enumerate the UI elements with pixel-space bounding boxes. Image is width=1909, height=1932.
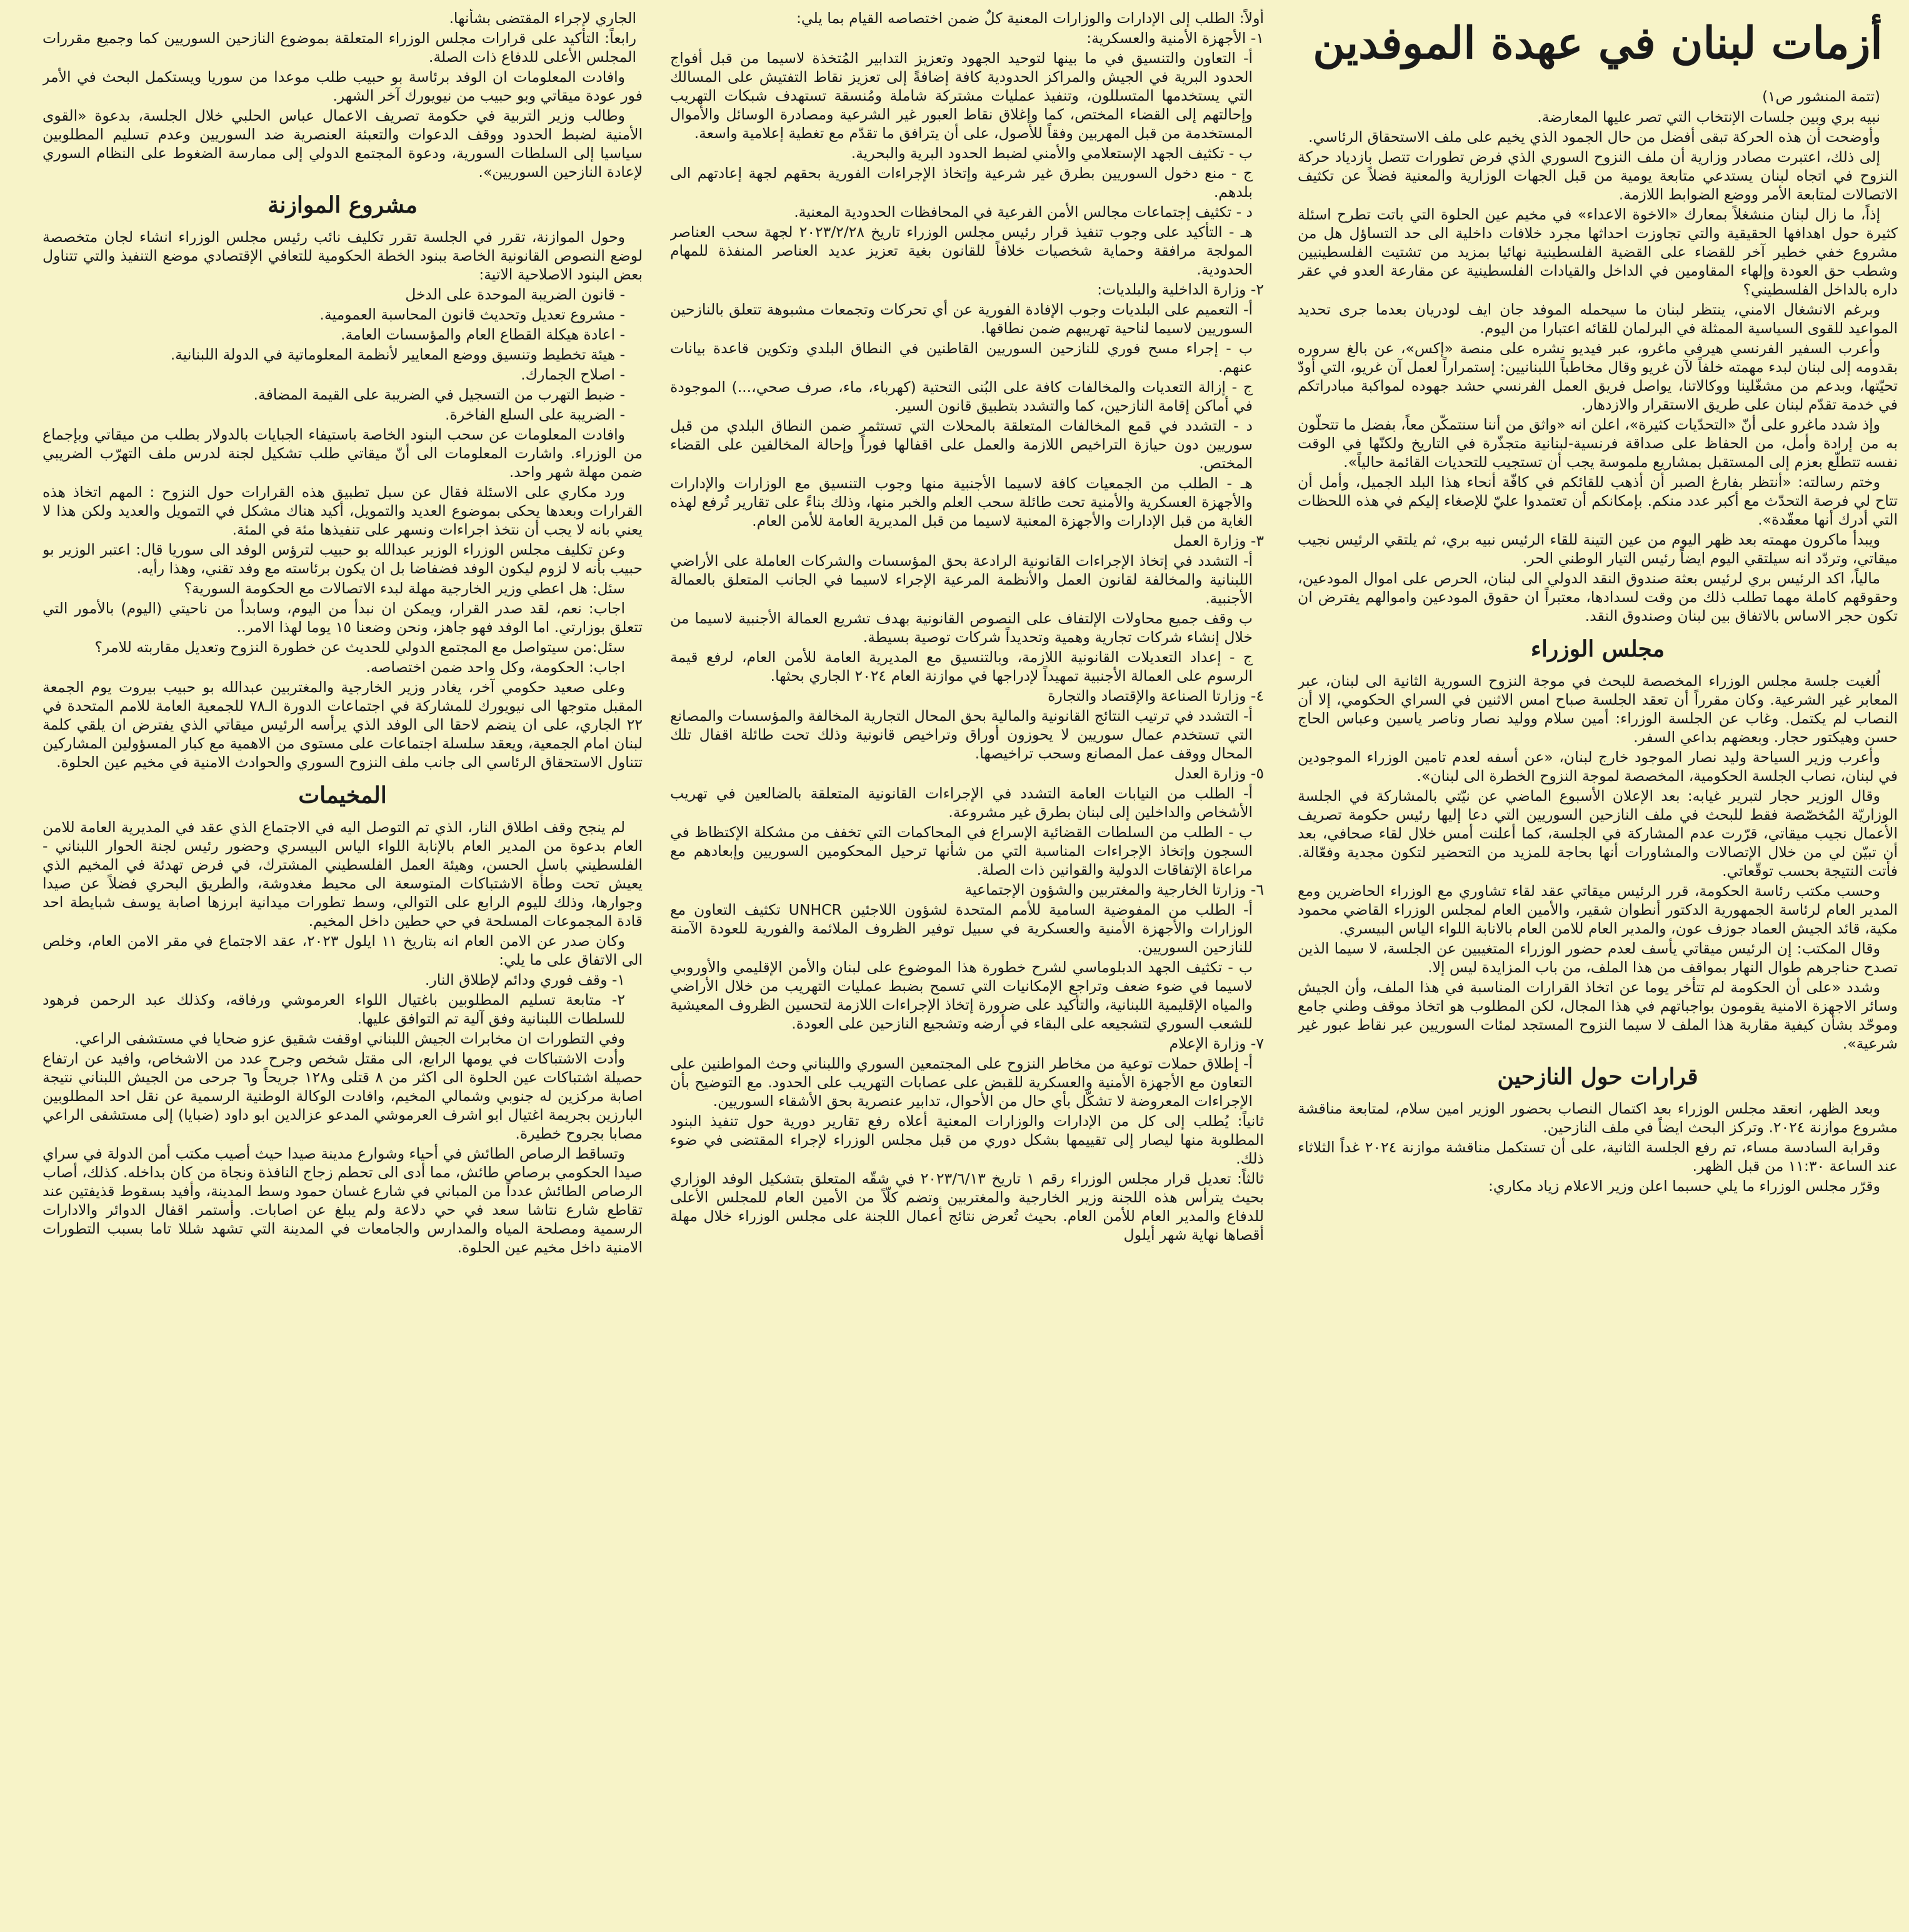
paragraph: د - تكثيف إجتماعات مجالس الأمن الفرعية في المحافظات الحدودية المعنية. [794, 203, 1253, 221]
paragraph: وتساقط الرصاص الطائش في أحياء وشوارع مدينة صيدا حيث أصيب مكتب أمن الدولة في سراي صيدا الحكومي برصاص طائش، مما أدى الى تحطم زجاج النافذة ونجاة من كان بداخله. كذلك، أصاب الرصاص الطائش عدداً من المباني في شارع غسان حمود وسط المدينة، وأفيد بسقوط قذيفتين عند تقاطع شارع نتاشا سعد في حي دلاعة ولم يبلغ عن اصابات. وأستمر اقفال الدوائر والادارات الرسمية ومصلحة المياه والمدارس والجامعات في المدينة التي تشهد شللا تاما بسبب التطورات الامنية داخل مخيم عين الحلوة. [43, 1145, 643, 1256]
paragraph: الجاري لإجراء المقتضى بشأنها. [449, 9, 636, 27]
paragraph: اُلغيت جلسة مجلس الوزراء المخصصة للبحث في موجة النزوح السورية الثانية الى لبنان، عبر المعابر غير الشرعية. وكان مقرراً أن تعقد الجلسة صباح امس الاثنين في السراي الحكومي، إلا أن النصاب لم يكتمل. وغاب عن الجلسة الوزراء: أمين سلام ووليد نصار وناصر ياسين وعباس الحاج حسن وهيكتور حجار. وبعضهم بداعي السفر. [1298, 672, 1898, 746]
paragraph: أ- التعميم على البلديات وجوب الإفادة الفورية عن أي تحركات وتجمعات مشبوهة تتعلق بالنازحين السوريين لاسيما لناحية تهريبهم ضمن نطاقها. [670, 301, 1253, 337]
paragraph: وحسب مكتب رئاسة الحكومة، قرر الرئيس ميقاتي عقد لقاء تشاوري مع الوزراء الحاضرين ومع المدير العام لرئاسة الجمهورية الدكتور أنطوان شقير، والأمين العام لمجلس الوزراء القاضي محمود مكية، قائد الجيش العماد جوزف عون، والمدير العام للامن العام بالانابة اللواء الياس البيسري. [1298, 882, 1898, 937]
column-right [1298, 9, 1898, 1922]
paragraph: أ- التشدد في ترتيب النتائج القانونية والمالية بحق المحال التجارية المخالفة والمؤسسات والمصانع التي تستخدم عمال سوريين لا يحوزون أوراق وتراخيص قانونية وذلك تحت طائلة اقفال تلك المحال ووقف عمل المصانع وسحب تراخيصها. [670, 707, 1253, 762]
paragraph: وطالب وزير التربية في حكومة تصريف الاعمال عباس الحلبي خلال الجلسة، بدعوة «القوى الأمنية لضبط الحدود ووقف الدعوات والتعبئة العنصرية ضد السوريين وعدم تسليم المطلوبين سياسيا إلى السلطات السورية، ودعوة المجتمع الدولي إلى ممارسة الضغوط على النظام السوري لإعادة النازحين السوريين». [43, 107, 643, 181]
paragraph: وقرّر مجلس الوزراء ما يلي حسبما اعلن وزير الاعلام زياد مكاري: [1488, 1177, 1880, 1195]
paragraph: وقال المكتب: إن الرئيس ميقاتي يأسف لعدم حضور الوزراء المتغيبين عن الجلسة، لا سيما الذين تصدح حناجرهم طوال النهار بمواقف من هذا الملف، من باب المزايدة ليس إلا. [1298, 940, 1898, 976]
paragraph: وأدت الاشتباكات في يومها الرابع، الى مقتل شخص وجرح عدد من الاشخاص، وافيد عن ارتفاع حصيلة اشتباكات عين الحلوة الى اكثر من ٨ قتلى و١٢٨ جريحاً و٦ جرحى من الجيش اللبناني نتيجة اصابة مركزين له جنوبي وشمالي المخيم، وافادت الوكالة الوطنية الرسمية عن نقل احد المطلوبين البارزين بجريمة اغتيال ابو اشرف العرموشي المدعو عزالدين ابو داود (ضبايا) إلى مستشفى الراعي مصابا بجروح خطيرة. [43, 1050, 643, 1142]
paragraph: ٢- متابعة تسليم المطلوبين باغتيال اللواء العرموشي ورفاقه، وكذلك عبد الرحمن فرهود للسلطات اللبنانية وفق آلية تم التوافق عليها. [43, 991, 625, 1027]
left-top-body [43, 9, 643, 181]
paragraph: وافادت المعلومات ان الوفد برئاسة بو حبيب طلب موعدا من سوريا ويستكمل البحث في الأمر فور عودة ميقاتي وبو حبيب من نيويورك آخر الشهر. [43, 68, 643, 104]
paragraph: وأعرب السفير الفرنسي هيرفي ماغرو، عبر فيديو نشره على منصة «إكس»، عن بالغ سروره بقدومه إلى لبنان لبدء مهمته خلفاً لآن غريو وقال مخاطباً اللبنانيين: إستمراراً لعمل آن غريو، التي أودّ تحيّتها، وبدعم من مشغّلينا ووكالاتنا، يواصل فريق العمل الفرنسي حشد جهوده لمواكبة مبادراتكم في خدمة تقدّم لبنان على طريق الاستقرار والازدهار. [1298, 340, 1898, 413]
paragraph: رابعاً: التأكيد على قرارات مجلس الوزراء المتعلقة بموضوع النازحين السوريين كما وجميع مقررات المجلس الأعلى للدفاع ذات الصلة. [43, 29, 636, 66]
paragraph: أ- إطلاق حملات توعية من مخاطر النزوح على المجتمعين السوري واللبناني وحث المواطنين على التعاون مع الأجهزة الأمنية والعسكرية للقبض على عصابات التهريب على الحدود. مع التوضيح بأن الإجراءات المعروضة لا تشكّل بأي حال من الأحوال، تدابير عنصرية بحق الأشقاء السوريين. [670, 1055, 1253, 1110]
paragraph: وأعرب وزير السياحة وليد نصار الموجود خارج لبنان، «عن أسفه لعدم تامين الوزراء الموجودين في لبنان، نصاب الجلسة الحكومية، المخصصة لموجة النزوح الخطرة الى لبنان». [1298, 748, 1898, 785]
column-left [43, 9, 643, 1922]
paragraph: أولاً: الطلب إلى الإدارات والوزارات المعنية كلٌ ضمن اختصاصه القيام بما يلي: [796, 9, 1264, 27]
paragraph: وقال الوزير حجار لتبرير غيابه: بعد الإعلان الأسبوع الماضي عن نيّتي بالمشاركة في الجلسة الوزاريّة المُخصّصة فقط للبحث في ملف النازحين السوريين التي دعا إليها رئيس حكومة تصريف الأعمال نجيب ميقاتي، قرّرت عدم المشاركة في الجلسة، كما أعلنت أمس خلال لقاء صحافي، بعد أن تبيّن لي من خلال الإتصالات والمشاورات أنها بحاجة للمزيد من التحضير لتكون مجدية وفعّالة. فأتت النتيجة بحسب توقّعاتي. [1298, 787, 1898, 880]
paragraph: - مشروع تعديل وتحديث قانون المحاسبة العمومية. [319, 306, 625, 323]
paragraph: هـ - الطلب من الجمعيات كافة لاسيما الأجنبية منها وجوب التنسيق مع الوزارات والإدارات والأجهزة العسكرية والأمنية تحت طائلة سحب العلم والخبر منها، وذلك بناءً على تقارير تُرفع لهذه الغاية من قبل الإدارات والأجهزة المعنية لاسيما من قبل المديرية العامة للأمن العام. [670, 475, 1253, 530]
paragraph: وبعد الظهر، انعقد مجلس الوزراء بعد اكتمال النصاب بحضور الوزير امين سلام، لمتابعة مناقشة مشروع موازنة ٢٠٢٤. وتركز البحث ايضاً في ملف النازحين. [1298, 1100, 1898, 1136]
paragraph: ٣- وزارة العمل [1173, 532, 1264, 550]
paragraph: وشدد «على أن الحكومة لم تتأخر يوما عن اتخاذ القرارات المناسبة في هذا الملف، وأن الجيش وسائر الاجهزة الامنية يقومون بواجباتهم في هذا المجال، لكن المطلوب هو اتخاذ موقف وطني جامع وموحّد بشأن كيفية مقاربة هذا الملف لا سيما النزوح المستجد لمئات السوريين عبر نقاط عبور غير شرعية». [1298, 979, 1898, 1052]
paragraph: ٢- وزارة الداخلية والبلديات: [1097, 281, 1264, 298]
paragraph: ج - إعداد التعديلات القانونية اللازمة، وبالتنسيق مع المديرية العامة للأمن العام، لرفع قيمة الرسوم على العمالة الأجنبية تمهيداً لإدراجها في موازنة العام ٢٠٢٤ الجاري بحثها. [670, 648, 1253, 685]
paragraph: ٦- وزارتا الخارجية والمغتربين والشؤون الإجتماعية [965, 881, 1264, 898]
paragraph: ب - إجراء مسح فوري للنازحين السوريين القاطنين في النطاق البلدي وتكوين قاعدة بيانات عنهم. [670, 340, 1253, 376]
continued-note: (تتمة المنشور ص١) [1762, 89, 1880, 105]
paragraph: وعلى صعيد حكومي آخر، يغادر وزير الخارجية والمغتربين عبدالله بو حبيب بيروت يوم الجمعة المقبل متوجها الى نيويورك للمشاركة في اجتماعات الدورة الـ٧٨ للجمعية العامة للامم المتحدة في ٢٢ الجاري، على ان ينضم لاحقا الى الوفد الذي يرأسه الرئيس ميقاتي الذي يفترض ان يلقي كلمة لبنان امام الجمعية، ويعقد سلسلة اجتماعات على مستوى من الاهمية مع كبار المسؤولين المشاركين تتناول الاستحقاق الرئاسي الى جانب ملف النزوح السوري والحوادث الامنية في مخيم عين الحلوة. [43, 678, 643, 771]
headline: أزمات لبنان في عهدة الموفدين [1313, 17, 1883, 69]
paragraph: وقرابة السادسة مساء، تم رفع الجلسة الثانية، على أن تستكمل مناقشة موازنة ٢٠٢٤ غداً الثلاثاء عند الساعة ١١:٣٠ من قبل الظهر. [1298, 1139, 1898, 1175]
paragraph: ويبدأ ماكرون مهمته بعد ظهر اليوم من عين التينة للقاء الرئيس نبيه بري، ثم يلتقي الرئيس نجيب ميقاتي، وتردّد انه سيلتقي اليوم ايضاً رئيس التيار الوطني الحر. [1298, 531, 1898, 567]
section-title-cabinet: مجلس الوزراء [1530, 636, 1665, 662]
paragraph: ج - إزالة التعديات والمخالفات كافة على البُنى التحتية (كهرباء، ماء، صرف صحي،...) الموجودة في أماكن إقامة النازحين، كما والتشدد بتطبيق قانون السير. [670, 378, 1253, 415]
intro-body [1298, 108, 1898, 625]
paragraph: - هيئة تخطيط وتنسيق ووضع المعايير لأنظمة المعلوماتية في الدولة اللبنانية. [170, 346, 625, 363]
paragraph: وعن تكليف مجلس الوزراء الوزير عبدالله بو حبيب لترؤس الوفد الى سوريا قال: اعتبر الوزير بو حبيب بأنه لا لزوم ليكون الوفد فضفاضا بل ان يكون برئاسته مع وفد تقني، وهذا رأيه. [43, 541, 643, 577]
paragraph: ٧- وزارة الإعلام [1169, 1035, 1264, 1052]
paragraph: وكان صدر عن الامن العام انه بتاريخ ١١ ايلول ٢٠٢٣، عقد الاجتماع في مقر الامن العام، وخلص الى الاتفاق على ما يلي: [43, 932, 643, 969]
paragraph: وأوضحت أن هذه الحركة تبقى أفضل من حال الجمود الذي يخيم على ملف الاستحقاق الرئاسي. [1308, 128, 1880, 146]
paragraph: - الضريبة على السلع الفاخرة. [445, 406, 625, 423]
paragraph: أ- الطلب من المفوضية السامية للأمم المتحدة لشؤون اللاجئين UNHCR تكثيف التعاون مع الوزارات والأجهزة الأمنية والعسكرية في سبيل توفير الظروف الملائمة والفورية للعودة الآمنة للنازحين السوريين. [670, 901, 1253, 956]
section-title-budget: مشروع الموازنة [268, 192, 418, 218]
paragraph: ورد مكاري على الاسئلة فقال عن سبل تطبيق هذه القرارات حول النزوح : المهم اتخاذ هذه القرارات وبعدها يحكى بموضوع العديد والتمويل، أكيد هناك مشكل في التمويل والعديد ولكن هذا لا يعني بانه لا يجب أن نتخذ اجراءات ونسهر على تنفيذها مئة في المئة. [43, 483, 643, 538]
paragraph: وافادت المعلومات عن سحب البنود الخاصة باستيفاء الجبايات بالدولار بطلب من ميقاتي وبإجماع من الوزراء. واشارت المعلومات الى أنّ ميقاتي طلب تشكيل لجنة لدرس ملف التهرّب الضريبي ضمن مهلة شهر واحد. [43, 426, 643, 481]
paragraph: وإذ شدد ماغرو على أنّ «التحدّيات كثيرة»، اعلن انه «واثق من أننا سنتمكّن معاً، بفضل ما تتحلّون به من إرادة وأمل، من الحفاظ على صداقة فرنسية-لبنانية متجذّرة في التاريخ ولكنّها في الوقت نفسه تتطلّع بعزم إلى المستقبل بمشاريع ملموسة يجب أن تستجيب للتحديات القائمة حالياً». [1298, 416, 1898, 471]
paragraph: ٤- وزارتا الصناعة والإقتصاد والتجارة [1048, 687, 1264, 705]
paragraph: ب وقف جميع محاولات الإلتفاف على النصوص القانونية بهدف تشريع العمالة الأجنبية لاسيما من خلال إنشاء شركات تجارية وهمية وتحديداً شركات توصية بسيطة. [670, 610, 1253, 646]
section-title-refugee-decisions: قرارات حول النازحين [1497, 1064, 1698, 1090]
paragraph: ب - تكثيف الجهد الدبلوماسي لشرح خطورة هذا الموضوع على لبنان والأمن الإقليمي والأوروبي لاسيما في ضوء ضعف وتراجع الإمكانيات التي تسمح بضبط عمليات التهريب من خلال الأراضي والمياه الإقليمية اللبنانية، والتأكيد على ضرورة إتخاذ الإجراءات اللازمة لتحسين الظروف المعيشية للشعب السوري لتشجيعه على البقاء في أرضه وتشجيع النازحين على العودة. [670, 958, 1253, 1032]
paragraph: ١- الأجهزة الأمنية والعسكرية: [1086, 29, 1264, 47]
paragraph: - اصلاح الجمارك. [521, 366, 625, 383]
article-columns [11, 9, 1898, 1926]
paragraph: د - التشدد في قمع المخالفات المتعلقة بالمحلات التي تستثمر ضمن النطاق البلدي من قبل سوريين دون حيازة التراخيص اللازمة والعمل على اقفالها فوراً وإحالة المخالفين على القضاء المختص. [670, 417, 1253, 472]
cabinet-body [1298, 672, 1898, 1053]
budget-body [43, 228, 643, 772]
paragraph: سئل:من سيتواصل مع المجتمع الدولي للحديث عن خطورة النزوح وتعديل مقاربته للامر؟ [94, 638, 625, 656]
paragraph: أ- الطلب من النيابات العامة التشدد في الإجراءات القانونية المتعلقة بالضالعين في تهريب الأشخاص والداخلين إلى لبنان بطرق غير مشروعة. [670, 785, 1253, 821]
paragraph: أ- التعاون والتنسيق في ما بينها لتوحيد الجهود وتعزيز التدابير المُتخذة لاسيما من قبل أفواج الحدود البرية في الجيش والمراكز الحدودية كافة إضافةً إلى تعزيز نقاط التفتيش على المسالك التي يستخدمها المتسللون، وتنفيذ عمليات مشتركة شاملة ومُنسقة تستهدف شبكات التهريب وإحالتهم إلى القضاء المختص، كما وإغلاق نقاط العبور غير الشرعية ومصادرة الوسائل والأموال المستخدمة من قبل المهربين وفقاً للأصول، على أن يترافق ما تقدّم مع تغطية إعلامية واسعة. [670, 49, 1253, 142]
paragraph: - قانون الضريبة الموحدة على الدخل [405, 286, 625, 303]
paragraph: إلى ذلك، اعتبرت مصادر وزارية أن ملف النزوح السوري الذي فرض تطورات تتصل بازدياد حركة النزوح في اتجاه لبنان يستدعي متابعة يومية من قبل الجهات الوزارية والمعنية فضلاً عن تكثيف الاتصالات لمتابعة الأمر ووضع الضوابط اللازمة. [1298, 148, 1898, 203]
paragraph: أ- التشدد في إتخاذ الإجراءات القانونية الرادعة بحق المؤسسات والشركات العاملة على الأراضي اللبنانية والمخالفة لقانون العمل والأنظمة المرعية الإجراء لاسيما في الجانب المتعلق بالعمالة الأجنبية. [670, 552, 1253, 607]
paragraph: إذاً، ما زال لبنان منشغلاً بمعارك «الاخوة الاعداء» في مخيم عين الحلوة التي باتت تطرح اسئلة كثيرة حول اهدافها الحقيقية والتي تجاوزت احداثها مجرد خلافات داخلية الى حد التساؤل هل من مشروع خفي خطير آخر للقضاء على القضية الفلسطينية نهائيا بمزيد من تشتيت الفلسطينيين وشطب حق العودة وإلهاء المقاومين في الداخل والقيادات الفلسطينية عن مقارعة العدو في عقر داره بالداخل الفلسطيني؟ [1298, 206, 1898, 298]
paragraph: سئل: هل اعطي وزير الخارجية مهلة لبدء الاتصالات مع الحكومة السورية؟ [184, 580, 625, 597]
paragraph: وختم رسالته: «أنتظر بفارغ الصبر أن أذهب للقائكم في كافّة أنحاء هذا البلد الجميل، وأمل أن تتاح لي فرصة التحدّث مع أكبر عدد منكم. بإمكانكم أن تعتمدوا عليّ للإصغاء إليكم في هذه اللحظات التي أدرك أنها معقّدة». [1298, 473, 1898, 528]
paragraph: ٥- وزارة العدل [1174, 765, 1264, 782]
paragraph: ب - تكثيف الجهد الإستعلامي والأمني لضبط الحدود البرية والبحرية. [851, 144, 1253, 162]
camps-body [43, 818, 643, 1257]
paragraph: مالياً، اكد الرئيس بري لرئيس بعثة صندوق النقد الدولي الى لبنان، الحرص على اموال المودعين، وحقوقهم كاملة مهما تطلب ذلك من وقت لسدادها، معتبراً ان حقوق المودعين واموالهم يفترض ان تكون حجر الاساس بالاتفاق بين لبنان وصندوق النقد. [1298, 570, 1898, 625]
paragraph: وفي التطورات ان مخابرات الجيش اللبناني اوقفت شقيق عزو ضحايا في مستشفى الراعي. [74, 1030, 625, 1047]
decisions-list [670, 9, 1270, 1244]
refugee-decisions-body [1298, 1099, 1898, 1195]
column-middle [670, 9, 1270, 1922]
paragraph: اجاب: الحكومة، وكل واحد ضمن اختصاصه. [366, 658, 625, 676]
paragraph: ثانياً: يُطلب إلى كل من الإدارات والوزارات المعنية أعلاه رفع تقارير دورية حول تنفيذ البنود المطلوبة منها ليصار إلى تقييمها بشكل دوري من قبل مجلس الوزراء لإجراء المقتضى في ضوء ذلك. [670, 1112, 1264, 1167]
paragraph: ١- وقف فوري ودائم لإطلاق النار. [424, 971, 625, 989]
paragraph: وبرغم الانشغال الامني، ينتظر لبنان ما سيحمله الموفد جان ايف لودريان بعدما جرى تحديد المواعيد للقوى السياسية الممثلة في البرلمان للقائه اعتبارا من اليوم. [1298, 301, 1898, 337]
paragraph: نبيه بري وبين جلسات الإنتخاب التي تصر عليها المعارضة. [1537, 108, 1880, 126]
paragraph: ثالثاً: تعديل قرار مجلس الوزراء رقم ١ تاريخ ٢٠٢٣/٦/١٣ في شقّه المتعلق بتشكيل الوفد الوزاري بحيث يترأس هذه اللجنة وزير الخارجية والمغتربين وتضم كلّاً من الأمين العام للمجلس الأعلى للدفاع والمدير العام للأمن العام. بحيث تُعرض نتائج أعمال اللجنة على مجلس الوزراء خلال مهلة أقصاها نهاية شهر أيلول [670, 1170, 1265, 1244]
paragraph: - اعادة هيكلة القطاع العام والمؤسسات العامة. [341, 326, 625, 343]
paragraph: ج - منع دخول السوريين بطرق غير شرعية وإتخاذ الإجراءات الفورية بحقهم لجهة إعادتهم الى بلدهم. [670, 164, 1253, 201]
paragraph: اجاب: نعم، لقد صدر القرار، ويمكن ان نبدأ من اليوم، وسابدأ من ناحيتي (اليوم) بالأمور التي تتعلق بوزارتي. اما الوفد فهو جاهز، ونحن وضعنا ١٥ يوما لهذا الامر.. [43, 600, 643, 636]
paragraph: - ضبط التهرب من التسجيل في الضريبة على القيمة المضافة. [253, 386, 625, 403]
paragraph: وحول الموازنة، تقرر في الجلسة تقرر تكليف نائب رئيس مجلس الوزراء انشاء لجان متخصصة لوضع النصوص القانونية الخاصة ببنود الخطة الحكومية للتعافي الإقتصادي موضع التنفيذ والتي تتناول بعض البنود الاصلاحية الاتية: [43, 228, 643, 283]
paragraph: هـ - التأكيد على وجوب تنفيذ قرار رئيس مجلس الوزراء تاريخ ٢٠٢٣/٢/٢٨ لجهة سحب العناصر المولجة مرافقة وحماية شخصيات خلافاً للقانون بغية تعزيز عديد العناصر المنفذة للمهام الحدودية. [670, 223, 1253, 278]
paragraph: ب - الطلب من السلطات القضائية الإسراع في المحاكمات التي تخفف من مشكلة الإكتظاظ في السجون وإتخاذ الإجراءات المناسبة التي من شأنها ترحيل المحكومين السوريين وإبعادهم مع مراعاة الإتفاقات الدولية والقوانين ذات الصلة. [670, 823, 1253, 878]
paragraph: لم ينجح وقف اطلاق النار، الذي تم التوصل اليه في الاجتماع الذي عقد في المديرية العامة للامن العام بدعوة من المدير العام بالإنابة اللواء الياس البيسري وحضور رئيس لجنة الحوار اللبناني - الفلسطيني باسل الحسن، وهيئة العمل الفلسطيني المشترك، في فرض تهدئة في المخيم الذي يعيش تحت وطأة الاشتباكات المتوسعة الى محيط مغدوشة، والطريق البحري فضلاً عن صيدا وجوارها، وذلك لليوم الرابع على التوالي، وسط تطورات ميدانية ابرزها اصابة يوسف شبايطة احد قادة المجموعات المسلحة في حي حطين داخل المخيم. [43, 818, 643, 930]
section-title-camps: المخيمات [298, 782, 387, 808]
